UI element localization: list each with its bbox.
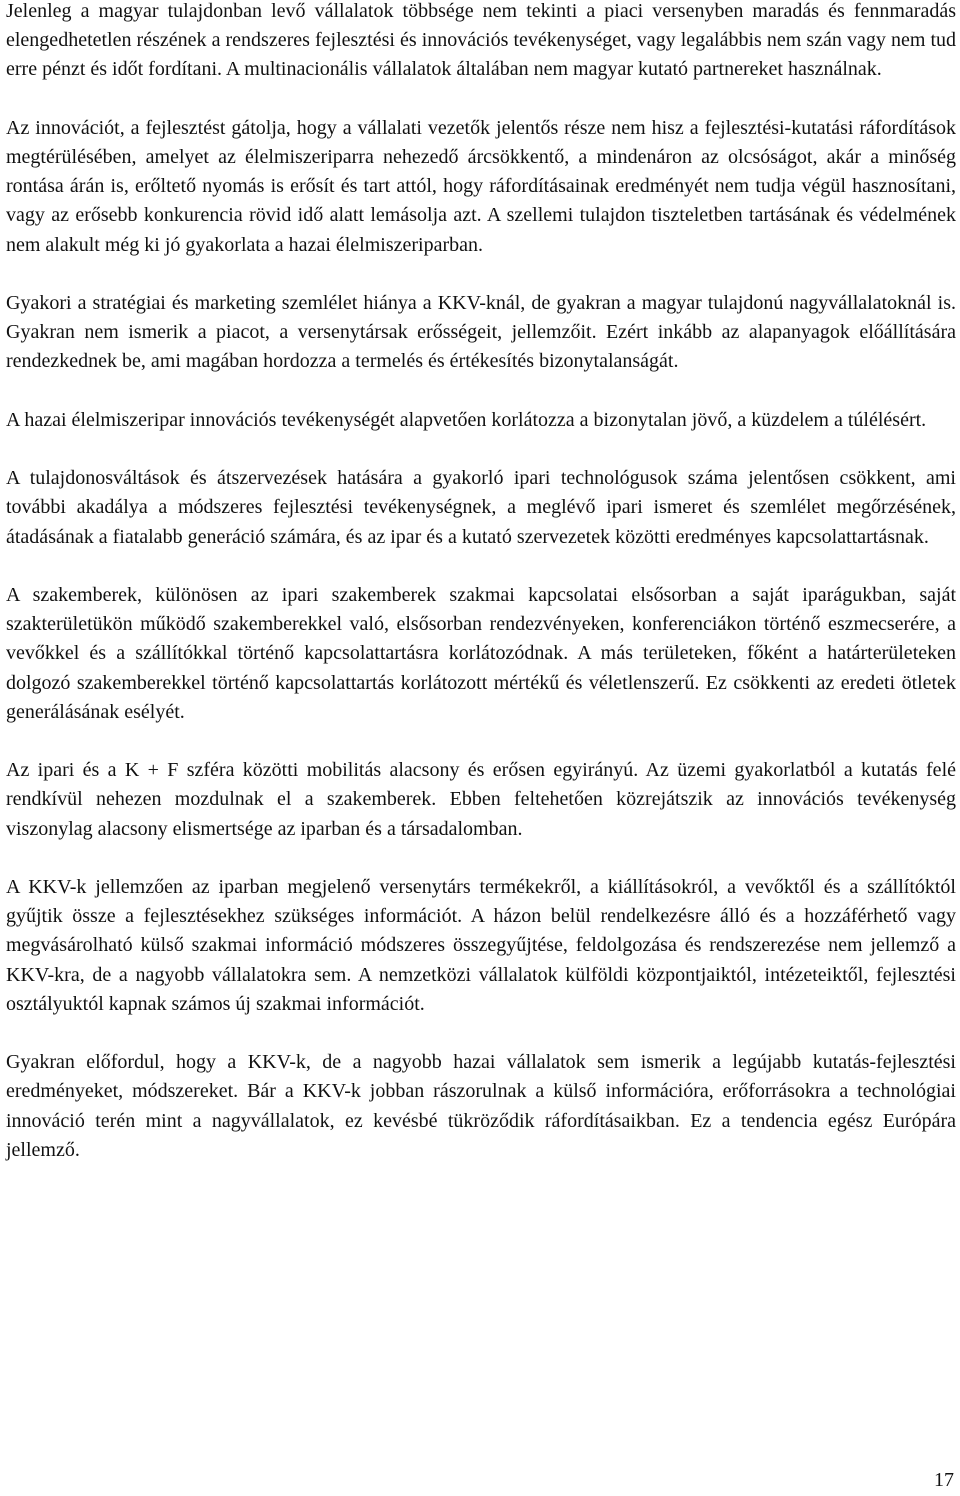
paragraph-4: A hazai élelmiszeripar innovációs tevékenységét alapvetően korlátozza a bizonytalan jövő, a küzdelem a túlélésért. <box>6 408 927 431</box>
document-body <box>6 0 956 1194</box>
paragraph-1: Jelenleg a magyar tulajdonban levő vállalatok többsége nem tekinti a piaci versenyben maradás és fennmaradás elengedhetetlen részének a rendszeres fejlesztési és innovációs tevékenységet, vagy legalábbis nem szán vagy nem tud erre pénzt és időt fordítani. A multinacionális vállalatok általában nem magyar kutató partnereket használnak. <box>6 0 956 81</box>
paragraph-6: A szakemberek, különösen az ipari szakemberek szakmai kapcsolatai elsősorban a saját iparágukban, saját szakterületükön működő szakemberekkel való, elsősorban rendezvényeken, konferenciákon történő eszmecserére, a vevőkkel és a szállítókkal történő kapcsolattartásra korlátozódnak. A más területeken, főként a határterületeken dolgozó szakemberekkel történő kapcsolattartás korlátozott mértékű és véletlenszerű. Ez csökkenti az eredeti ötletek generálásának esélyét. <box>6 583 956 723</box>
paragraph-9: Gyakran előfordul, hogy a KKV-k, de a nagyobb hazai vállalatok sem ismerik a legújabb kutatás-fejlesztési eredményeket, módszereket. Bár a KKV-k jobban rászorulnak a külső információra, erőforrásokra a technológiai innováció terén mint a nagyvállalatok, ez kevésbé tükröződik ráfordításaikban. Ez a tendencia egész Európára jellemző. <box>6 1051 956 1161</box>
page-number: 17 <box>934 1469 954 1491</box>
paragraph-5: A tulajdonosváltások és átszervezések hatására a gyakorló ipari technológusok száma jelentősen csökkent, ami további akadálya a módszeres fejlesztési tevékenységnek, a meglévő ipari ismeret és szemlélet megőrzésének, átadásának a fiatalabb generáció számára, és az ipar és a kutató szervezetek közötti eredményes kapcsolattartásnak. <box>6 467 956 548</box>
paragraph-2: Az innovációt, a fejlesztést gátolja, hogy a vállalati vezetők jelentős része nem hisz a fejlesztési-kutatási ráfordítások megtérülésében, amelyet az élelmiszeriparra nehezedő árcsökkentő, a mindenáron az olcsóságot, akár a minőség rontása árán is, erőltető nyomás is erősít és tart attól, hogy ráfordításainak eredményét nem tudja végül hasznosítani, vagy az erősebb konkurencia rövid idő alatt lemásolja azt. A szellemi tulajdon tiszteletben tartásának és védelmének nem alakult még ki jó gyakorlata a hazai élelmiszeriparban. <box>6 116 956 256</box>
paragraph-8: A KKV-k jellemzően az iparban megjelenő versenytárs termékekről, a kiállításokról, a vevőktől és a szállítóktól gyűjtik össze a fejlesztésekhez szükséges információt. A házon belül rendelkezésre álló és a hozzáférhető vagy megvásárolható külső szakmai információ módszeres összegyűjtése, feldolgozása és rendszerezése nem jellemző a KKV-kra, de a nagyobb vállalatokra sem. A nemzetközi vállalatok külföldi központjaiktól, intézeteiktől, fejlesztési osztályuktól kapnak számos új szakmai információt. <box>6 875 956 1015</box>
paragraph-3: Gyakori a stratégiai és marketing szemlélet hiánya a KKV-knál, de gyakran a magyar tulajdonú nagyvállalatoknál is. Gyakran nem ismerik a piacot, a versenytársak erősségeit, jellemzőit. Ezért inkább az alapanyagok előállítására rendezkednek be, ami magában hordozza a termelés és értékesítés bizonytalanságát. <box>6 292 956 373</box>
paragraph-7: Az ipari és a K + F szféra közötti mobilitás alacsony és erősen egyirányú. Az üzemi gyakorlatból a kutatás felé rendkívül nehezen mozdulnak el a szakemberek. Ebben feltehetően közrejátszik az innovációs tevékenység viszonylag alacsony elismertsége az iparban és a társadalomban. <box>6 759 956 840</box>
